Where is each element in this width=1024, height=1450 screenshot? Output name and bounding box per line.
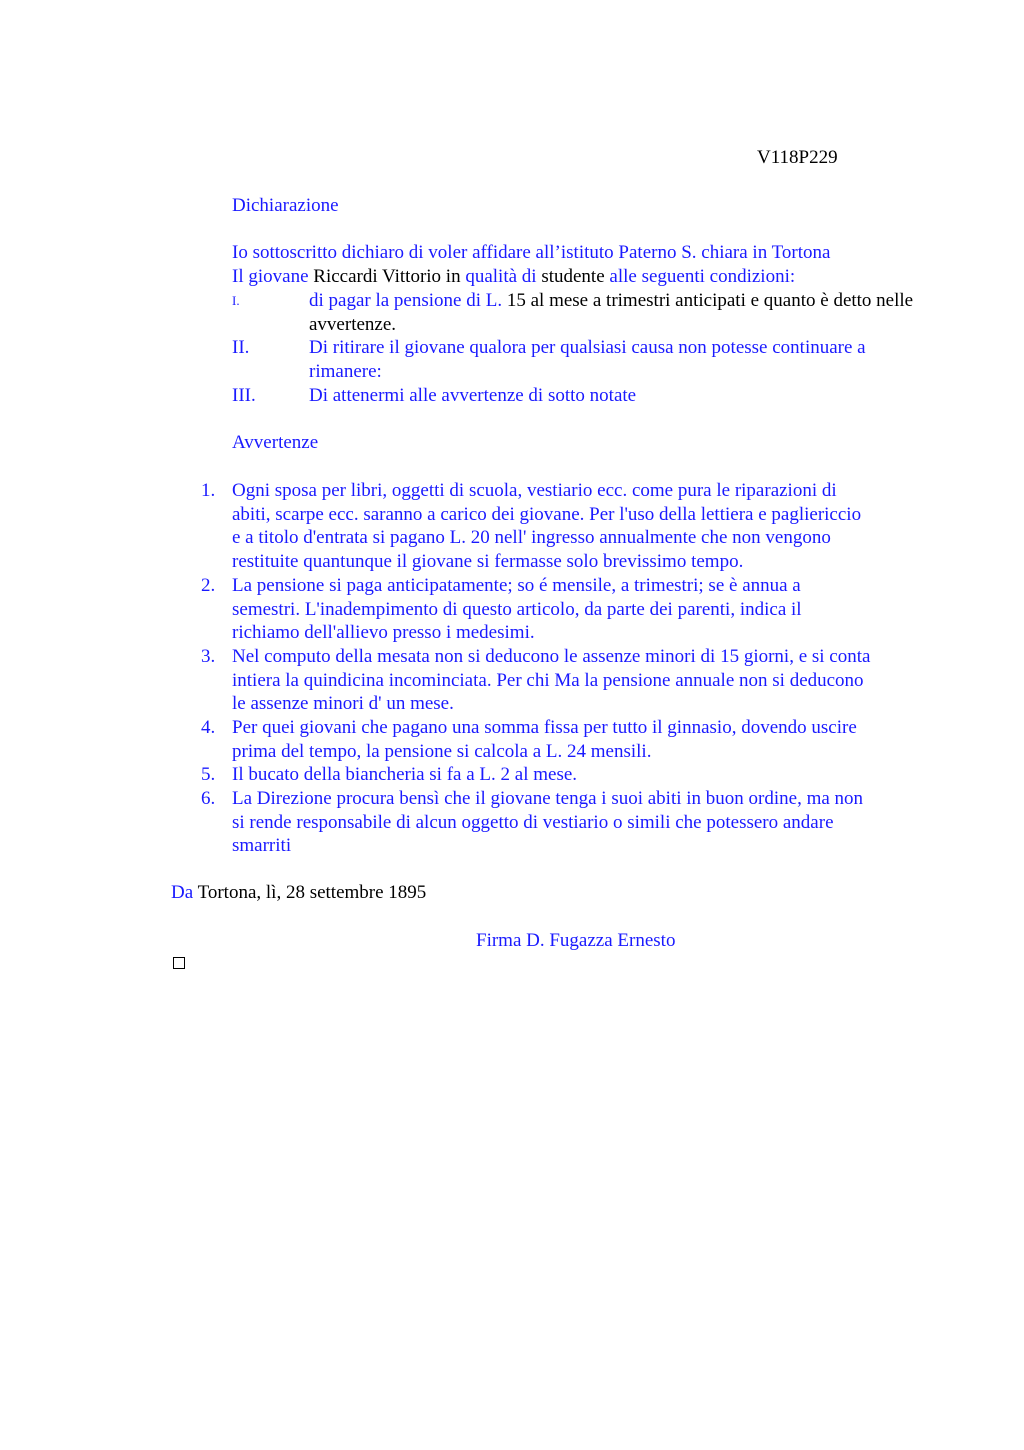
warning-number: 5. (201, 764, 216, 785)
signature: Firma D. Fugazza Ernesto (476, 930, 676, 951)
warning-item (201, 763, 932, 787)
condition-text (309, 289, 932, 336)
condition-text-black: 15 al mese a trimestri anticipati e quanto è detto nelle avvertenze. (309, 290, 914, 335)
condition-text: Di ritirare il giovane qualora per qualsiasi causa non potesse continuare a rimanere: (309, 337, 866, 382)
condition-item (232, 336, 932, 383)
place-date-text: Tortona, lì, 28 settembre 1895 (193, 882, 427, 903)
warning-line: si rende responsabile di alcun oggetto di vestiario o simili che potessero andare (232, 811, 834, 833)
intro-line-1: Io sottoscritto dichiaro di voler affidare all’istituto Paterno S. chiara in Tortona (232, 242, 831, 263)
warning-line: Per quei giovani che pagano una somma fissa per tutto il ginnasio, dovendo uscire (232, 717, 857, 738)
warning-line: La Direzione procura bensì che il giovane tenga i suoi abiti in buon ordine, ma non (232, 788, 864, 809)
warning-text (232, 645, 932, 716)
warning-number: 4. (201, 717, 216, 738)
warning-line: le assenze minori d' un mese. (232, 693, 454, 715)
warning-item (201, 716, 932, 763)
warning-line: Nel computo della mesata non si deducono le assenze minori di 15 giorni, e si conta (232, 646, 871, 667)
warning-text (232, 574, 932, 645)
intro-line-2 (232, 265, 795, 289)
warning-text (232, 763, 932, 787)
warning-number: 2. (201, 575, 216, 596)
condition-text: Di attenermi alle avvertenze di sotto notate (309, 385, 637, 406)
warning-line: richiamo dell'allievo presso i medesimi. (232, 622, 535, 644)
checkbox-square (173, 957, 185, 969)
warning-item (201, 645, 932, 716)
student-name: Riccardi Vittorio in (308, 266, 466, 287)
condition-item (232, 384, 932, 408)
warning-line: semestri. L'inadempimento di questo articolo, da parte dei parenti, indica il (232, 598, 802, 620)
warning-line: Il bucato della biancheria si fa a L. 2 al mese. (232, 764, 578, 785)
warning-text (232, 716, 932, 763)
warning-line: abiti, scarpe ecc. saranno a carico dei giovane. Per l'uso della lettiera e pagliericcio (232, 503, 862, 525)
warning-item (201, 787, 932, 858)
document-title: Dichiarazione (232, 195, 339, 216)
warning-item (201, 479, 932, 573)
place-date-prefix: Da (171, 882, 194, 903)
warning-line: intiera la quindicina incominciata. Per chi Ma la pensione annuale non si deducono (232, 669, 864, 691)
warning-line: restituite quantunque il giovane si fermasse solo brevissimo tempo. (232, 550, 744, 572)
condition-item (232, 289, 932, 336)
warning-text (232, 479, 932, 573)
intro-text-part: Il giovane (232, 266, 309, 287)
warning-item (201, 574, 932, 645)
warning-number: 6. (201, 788, 216, 809)
place-date (171, 881, 426, 905)
condition-numeral: II. (232, 337, 250, 358)
student-role: studente (536, 266, 610, 287)
intro-text-part: qualità di (465, 266, 537, 287)
condition-text-blue: di pagar la pensione di L. (309, 290, 503, 311)
warning-line: La pensione si paga anticipatamente; so é mensile, a trimestri; se è annua a (232, 575, 801, 596)
warning-text (232, 787, 932, 858)
condition-numeral: III. (232, 385, 256, 406)
warning-number: 3. (201, 646, 216, 667)
warning-line: e a titolo d'entrata si pagano L. 20 nell' ingresso annualmente che non vengono (232, 527, 831, 549)
warning-line: prima del tempo, la pensione si calcola a L. 24 mensili. (232, 740, 652, 762)
warnings-title: Avvertenze (232, 432, 319, 453)
warning-number: 1. (201, 480, 216, 501)
warning-line: Ogni sposa per libri, oggetti di scuola, vestiario ecc. come pura le riparazioni di (232, 480, 837, 501)
document-code: V118P229 (757, 147, 838, 168)
warning-line: smarriti (232, 835, 292, 857)
condition-numeral: I. (232, 293, 240, 308)
intro-text-part: alle seguenti condizioni: (609, 266, 796, 287)
